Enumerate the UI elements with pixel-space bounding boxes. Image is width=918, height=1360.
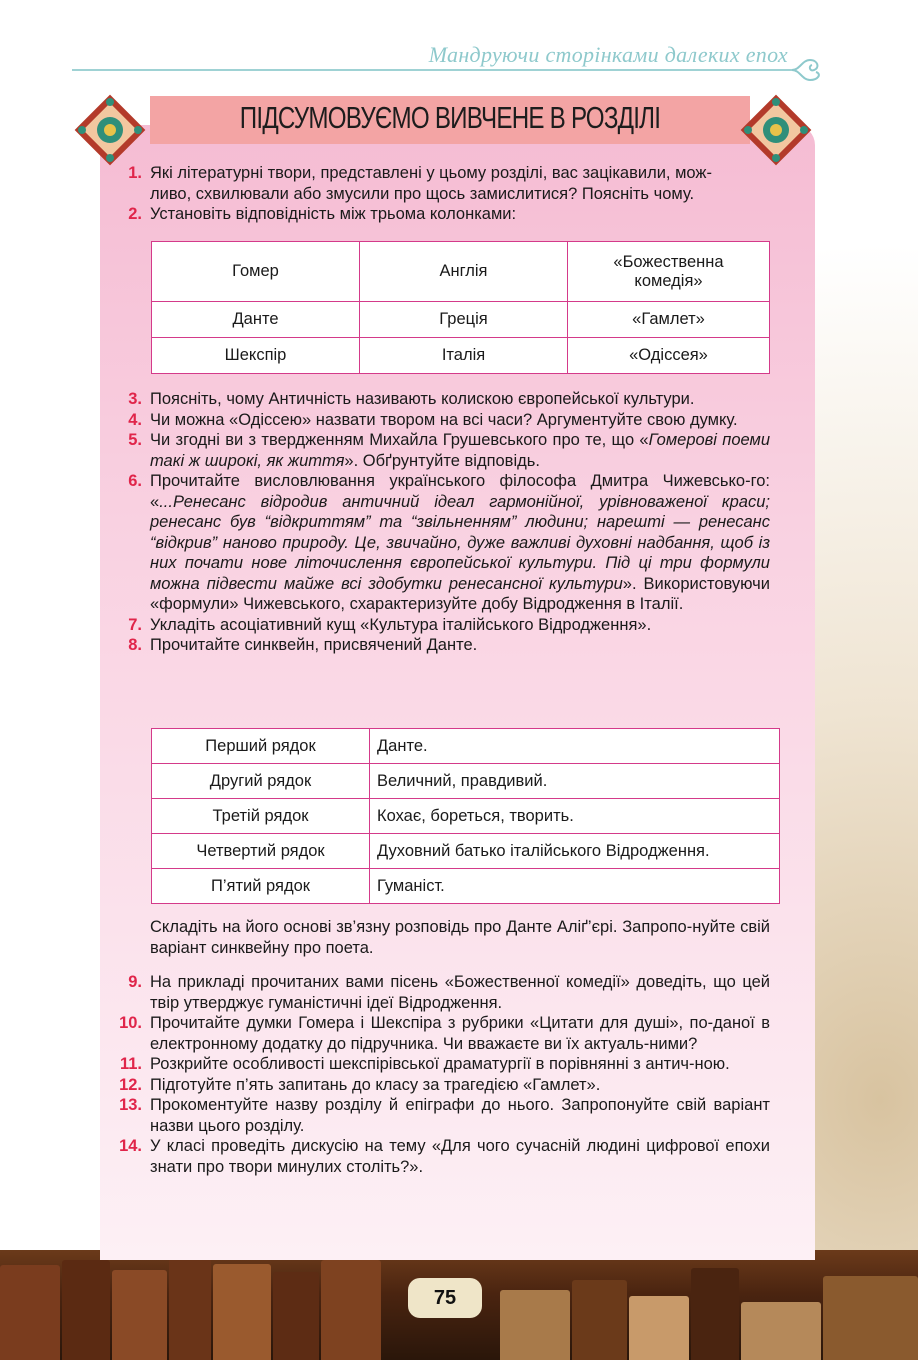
question-5 [110,430,770,471]
question-list-top [110,163,770,225]
table-cell: Данте [152,302,360,338]
table-cell: Четвертий рядок [152,834,370,869]
question-1 [110,163,770,204]
table-cell: Італія [360,338,568,374]
question-number: 9. [128,973,142,991]
table-cell: «Одіссея» [568,338,770,374]
table-cell: Греція [360,302,568,338]
question-8-followup [110,917,770,958]
left-ornament-icon [72,92,148,168]
question-number: 2. [128,205,142,223]
table-cell: «Божественна комедія» [568,242,770,302]
question-text: Чи можна «Одіссею» назвати твором на всі часи? Аргументуйте свою думку. [150,410,738,429]
header-rule [72,69,792,71]
question-text: Прочитайте висловлювання українського філософа Дмитра Чижевсько-го: « [150,472,770,511]
table-cell: Гуманіст. [370,869,780,904]
question-number: 13. [119,1096,142,1114]
matching-table [151,241,770,374]
table-cell: Третій рядок [152,799,370,834]
question-8 [110,635,770,656]
question-number: 4. [128,410,142,429]
question-12 [110,1075,770,1096]
question-text: На прикладі прочитаних вами пісень «Божественної комедії» доведіть, що цей твір утверджує гуманістичні ідеї Відродження. [150,973,770,1012]
question-10 [110,1013,770,1054]
question-number: 12. [119,1075,142,1094]
table-cell: «Гамлет» [568,302,770,338]
question-7 [110,615,770,636]
question-text: Установіть відповідність між трьома колонками: [150,205,517,223]
question-text: Чи згодні ви з твердженням Михайла Грушевського про те, що « [150,431,649,449]
question-number: 11. [119,1055,142,1073]
quote-text: ...Ренесанс відродив античний ідеал гармонійної, урівноваженої краси; ренесанс був “відкриттям” та “звільненням” людини; нарешті — ренесанс “відкрив” наново природу. Це, звичайно, дуже важливі духовні надбання, щоб із них почати нове літочислення європейської культури. Під ці три формули можна підвести майже всі здобутки ренесансної культури [150,492,770,593]
question-3 [110,389,770,410]
question-text: Розкрийте особливості шекспірівської драматургії в порівнянні з антич-ною. [150,1055,730,1073]
table-cell: Духовний батько італійського Відродження. [370,834,780,869]
table-cell: П’ятий рядок [152,869,370,904]
question-text: Прокоментуйте назву розділу й епіграфи до нього. Запропонуйте свій варіант назви цього розділу. [150,1096,770,1135]
question-text: Прочитайте думки Гомера і Шекспіра з рубрики «Цитати для душі», по-даної в електронному додатку до підручника. Чи вважаєте ви їх актуаль-ними? [150,1014,770,1053]
question-number: 5. [128,431,142,449]
table-cell: Величний, правдивий. [370,764,780,799]
question-list-middle [110,389,770,656]
question-number: 10. [119,1014,142,1032]
table-cell: Другий рядок [152,764,370,799]
table-cell: Шекспір [152,338,360,374]
question-text: Підготуйте п’ять запитань до класу за трагедією «Гамлет». [150,1075,601,1094]
right-ornament-icon [738,92,814,168]
question-text: Прочитайте синквейн, присвячений Данте. [150,636,478,654]
table-cell: Кохає, бореться, творить. [370,799,780,834]
question-6 [110,471,770,615]
question-text: Поясніть, чому Античність називають колискою європейської культури. [150,390,695,408]
question-2 [110,204,770,225]
table-cell: Гомер [152,242,360,302]
question-number: 7. [128,615,142,634]
page-number: 75 [408,1278,482,1318]
table-cell: Перший рядок [152,729,370,764]
question-text: ливо, схвилювали або змусили про щось замислитися? Поясніть чому. [150,184,695,203]
question-text: Укладіть асоціативний кущ «Культура італійського Відродження». [150,615,652,634]
question-text: Які літературні твори, представлені у цьому розділі, вас зацікавили, мож- [150,164,712,182]
question-14 [110,1136,770,1177]
question-number: 3. [128,390,142,408]
question-text: ». Обґрунтуйте відповідь. [344,451,540,470]
table-cell: Англія [360,242,568,302]
running-head: Мандруючи сторінками далеких епох [428,42,788,67]
question-list-bottom [110,972,770,1177]
question-number: 1. [128,164,142,182]
question-number: 14. [119,1137,142,1155]
question-11 [110,1054,770,1075]
question-4 [110,410,770,431]
question-text: У класі проведіть дискусію на тему «Для чого сучасній людині цифрової епохи знати про твори минулих століть?». [150,1137,770,1176]
question-9 [110,972,770,1013]
question-number: 6. [128,472,142,490]
question-text: ». Використовуючи «формули» Чижевського, схарактеризуйте добу Відродження в Італії. [150,574,770,613]
section-title: ПІДСУМОВУЄМО ВИВЧЕНЕ В РОЗДІЛІ [239,100,661,135]
question-number: 8. [128,636,142,654]
cinquain-table [151,728,780,904]
question-13 [110,1095,770,1136]
flourish-icon [790,54,826,84]
quote-text: Гомерові поеми такі ж широкі, як життя [150,431,770,470]
after-table-text: Складіть на його основі зв’язну розповідь про Данте Аліґ’єрі. Запропо-нуйте свій варіант синквейну про поета. [150,918,770,957]
table-cell: Данте. [370,729,780,764]
